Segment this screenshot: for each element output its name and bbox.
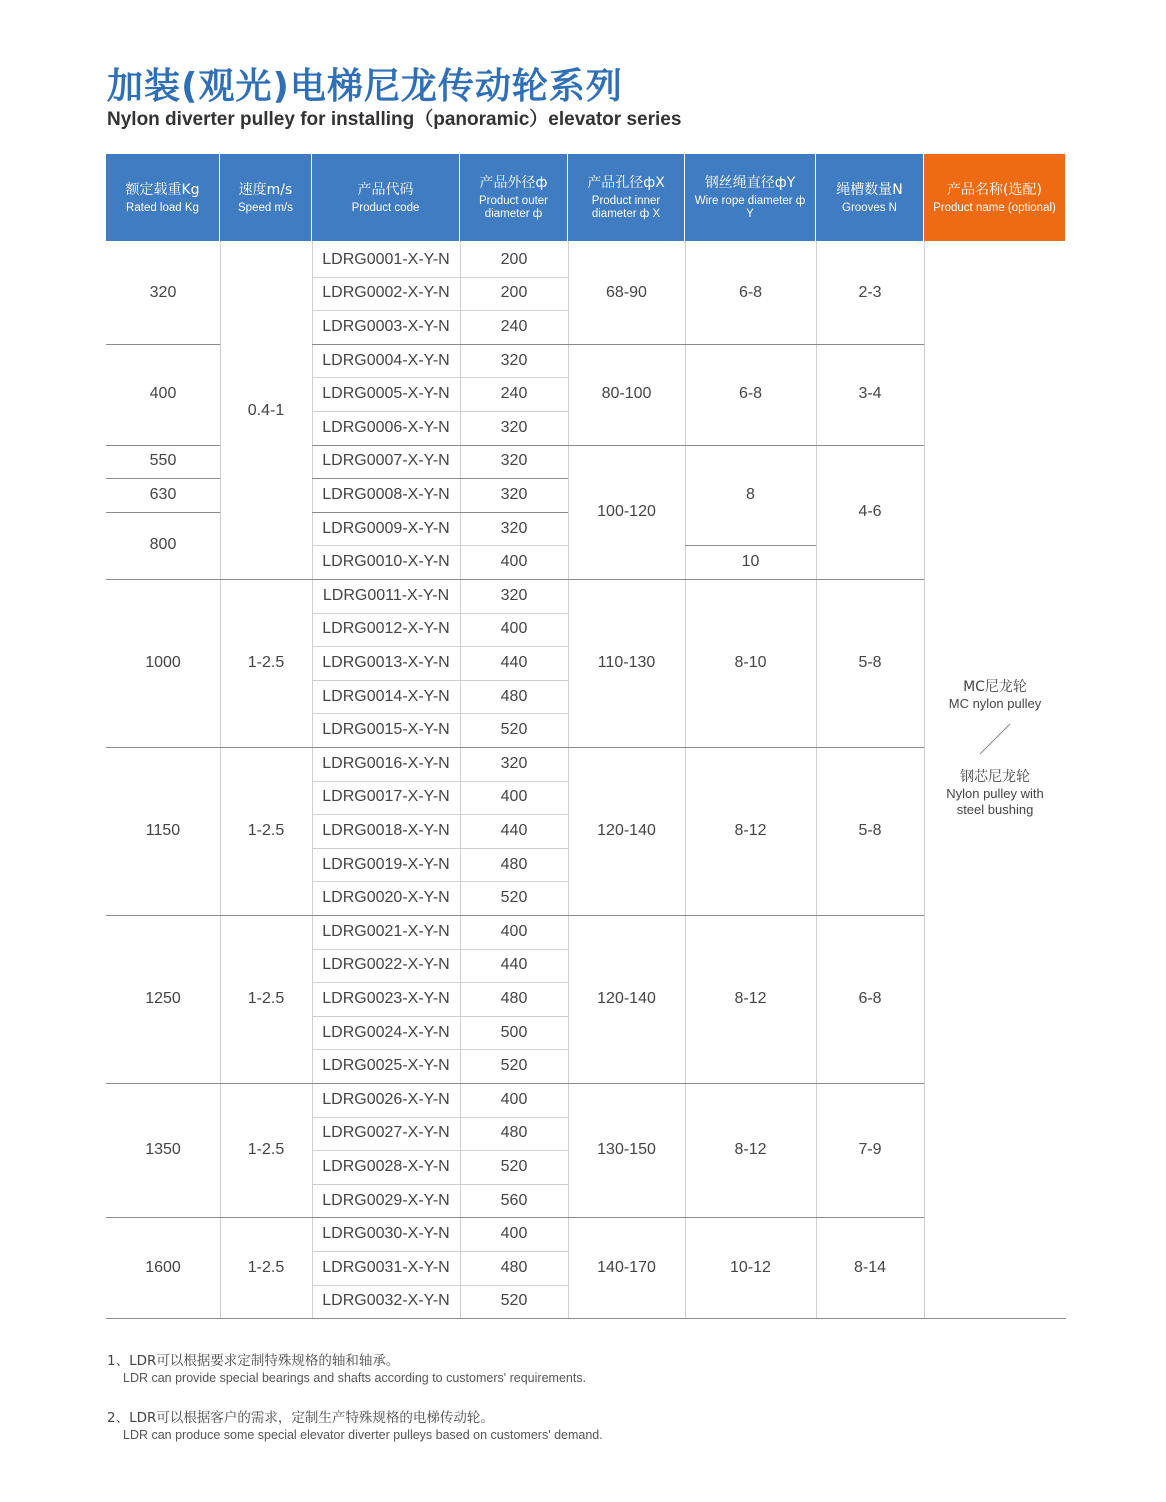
group-divider: [312, 747, 568, 748]
group-divider: [312, 344, 568, 345]
row-divider: [312, 545, 568, 546]
outer-diameter-cell: 320: [500, 418, 528, 436]
rated-load-cell: 630: [149, 485, 177, 503]
row-divider: [312, 411, 568, 412]
wire-rope-cell: 8-12: [734, 1141, 767, 1159]
speed-cell: 0.4-1: [247, 402, 285, 419]
rated-load-cell: 1600: [145, 1258, 181, 1276]
page-subtitle: Nylon diverter pulley for installing（panoramic）elevator series: [107, 109, 682, 130]
row-divider: [312, 781, 568, 782]
group-divider: [220, 747, 312, 748]
product-code-cell: LDRG0021-X-Y-N: [322, 922, 450, 940]
group-divider: [220, 915, 312, 916]
row-divider: [312, 713, 568, 714]
product-code-cell: LDRG0014-X-Y-N: [322, 687, 450, 705]
inner-diameter-cell: 110-130: [597, 654, 656, 671]
outer-diameter-cell: 400: [500, 1090, 528, 1108]
outer-diameter-cell: 520: [500, 889, 528, 907]
product-code-cell: LDRG0016-X-Y-N: [322, 754, 450, 772]
option-2-cn: 钢芯尼龙轮: [960, 769, 1030, 785]
header-label-cn: 钢丝绳直径фY: [704, 175, 796, 191]
header-label-en: Rated load Kg: [126, 201, 199, 214]
product-code-cell: LDRG0024-X-Y-N: [322, 1023, 450, 1041]
group-divider: [685, 1217, 816, 1218]
outer-diameter-cell: 480: [500, 1124, 528, 1142]
row-divider: [312, 949, 568, 950]
group-divider: [816, 579, 924, 580]
header-label-en: Product outer diameter ф: [478, 195, 549, 220]
slash-divider-icon: [978, 722, 1012, 756]
group-divider: [220, 1083, 312, 1084]
group-divider: [568, 445, 685, 446]
speed-cell: 1-2.5: [247, 990, 285, 1007]
outer-diameter-cell: 320: [500, 519, 528, 537]
group-divider: [568, 579, 685, 580]
product-code-cell: LDRG0020-X-Y-N: [322, 889, 450, 907]
group-divider: [106, 445, 220, 446]
row-divider: [312, 881, 568, 882]
group-divider: [816, 747, 924, 748]
outer-diameter-cell: 320: [500, 754, 528, 772]
header-col-3: [312, 154, 460, 241]
product-code-cell: LDRG0019-X-Y-N: [322, 855, 450, 873]
wire-rope-cell: 8-12: [734, 822, 767, 839]
product-code-cell: LDRG0023-X-Y-N: [322, 989, 450, 1007]
group-divider: [816, 1217, 924, 1218]
wire-rope-cell: 8-10: [734, 654, 767, 671]
rated-load-cell: 320: [149, 284, 177, 302]
note-2-cn: 2、LDR可以根据客户的需求，定制生产特殊规格的电梯传动轮。: [107, 1410, 494, 1426]
group-divider: [568, 344, 685, 345]
group-divider: [568, 1083, 685, 1084]
outer-diameter-cell: 520: [500, 721, 528, 739]
group-divider: [568, 747, 685, 748]
outer-diameter-cell: 400: [500, 788, 528, 806]
outer-diameter-cell: 440: [500, 653, 528, 671]
group-divider: [312, 1083, 568, 1084]
header-col-4: [460, 154, 568, 241]
outer-diameter-cell: 240: [500, 317, 528, 335]
rated-load-cell: 1150: [145, 822, 181, 839]
product-code-cell: LDRG0002-X-Y-N: [322, 284, 450, 302]
rated-load-cell: 400: [149, 385, 177, 403]
speed-cell: 1-2.5: [247, 822, 285, 839]
group-divider: [312, 579, 568, 580]
wire-rope-cell: 6-8: [738, 385, 763, 403]
rated-load-cell: 550: [149, 452, 177, 470]
wire-rope-cell: 10: [741, 553, 760, 571]
grooves-cell: 6-8: [858, 990, 882, 1007]
page-title: 加装(观光)电梯尼龙传动轮系列: [107, 66, 623, 107]
outer-diameter-cell: 500: [500, 1023, 528, 1041]
note-1: [107, 1349, 586, 1385]
inner-diameter-cell: 68-90: [606, 284, 647, 302]
group-divider: [685, 747, 816, 748]
row-divider: [312, 1117, 568, 1118]
header-label-cn: 绳槽数量N: [836, 181, 903, 198]
product-code-cell: LDRG0032-X-Y-N: [322, 1292, 450, 1310]
product-code-cell: LDRG0018-X-Y-N: [322, 821, 450, 839]
group-divider: [685, 915, 816, 916]
grooves-cell: 8-14: [853, 1258, 887, 1276]
product-code-cell: LDRG0015-X-Y-N: [322, 721, 450, 739]
group-divider: [312, 915, 568, 916]
product-code-cell: LDRG0013-X-Y-N: [322, 653, 450, 671]
header-label-cn: 产品代码: [357, 181, 414, 198]
inner-diameter-cell: 100-120: [597, 502, 656, 520]
rated-load-cell: 1250: [145, 990, 181, 1007]
product-code-cell: LDRG0004-X-Y-N: [322, 351, 450, 369]
header-label-en: Speed m/s: [238, 201, 293, 214]
speed-cell: 1-2.5: [247, 1258, 285, 1276]
header-col-2: [220, 154, 312, 241]
product-code-cell: LDRG0006-X-Y-N: [322, 418, 450, 436]
outer-diameter-cell: 480: [500, 1258, 528, 1276]
group-divider: [312, 512, 568, 513]
header-label-cn: 额定载重Kg: [125, 181, 200, 198]
outer-diameter-cell: 520: [500, 1157, 528, 1175]
grooves-cell: 5-8: [858, 822, 882, 839]
row-divider: [312, 848, 568, 849]
product-code-cell: LDRG0027-X-Y-N: [322, 1124, 450, 1142]
group-divider: [220, 1217, 312, 1218]
row-divider: [312, 1184, 568, 1185]
outer-diameter-cell: 520: [500, 1057, 528, 1075]
product-code-cell: LDRG0009-X-Y-N: [322, 519, 450, 537]
rated-load-cell: 1350: [145, 1141, 181, 1159]
group-divider: [568, 1217, 685, 1218]
header-label-en: Grooves N: [842, 201, 897, 214]
speed-cell: 1-2.5: [247, 654, 285, 671]
product-code-cell: LDRG0028-X-Y-N: [322, 1157, 450, 1175]
grooves-cell: 4-6: [858, 502, 882, 520]
outer-diameter-cell: 400: [500, 922, 528, 940]
option-1-cn: MC尼龙轮: [963, 679, 1027, 695]
row-divider: [312, 646, 568, 647]
row-divider: [312, 377, 568, 378]
group-divider: [568, 915, 685, 916]
row-divider: [312, 1049, 568, 1050]
row-divider: [312, 613, 568, 614]
header-col-5: [568, 154, 685, 241]
row-divider: [312, 1251, 568, 1252]
header-label-cn: 产品外径ф: [479, 175, 548, 191]
product-code-cell: LDRG0031-X-Y-N: [322, 1258, 450, 1276]
outer-diameter-cell: 240: [500, 385, 528, 403]
group-divider: [106, 747, 220, 748]
note-2-en: LDR can produce some special elevator diverter pulleys based on customers' demand.: [123, 1428, 603, 1442]
option-2-en: Nylon pulley with steel bushing: [946, 786, 1044, 817]
row-divider: [312, 1285, 568, 1286]
outer-diameter-cell: 400: [500, 620, 528, 638]
product-code-cell: LDRG0030-X-Y-N: [322, 1225, 450, 1243]
product-code-cell: LDRG0010-X-Y-N: [322, 553, 450, 571]
wire-rope-cell: 8: [746, 485, 755, 503]
group-divider: [106, 915, 220, 916]
group-divider: [106, 478, 220, 479]
outer-diameter-cell: 560: [500, 1191, 528, 1209]
inner-diameter-cell: 120-140: [597, 822, 656, 839]
group-divider: [106, 512, 220, 513]
header-col-7: [816, 154, 924, 241]
header-label-en: Product inner diameter ф X: [591, 195, 661, 220]
inner-diameter-cell: 120-140: [597, 990, 656, 1007]
group-divider: [106, 1217, 220, 1218]
group-divider: [220, 579, 312, 580]
group-divider: [685, 344, 816, 345]
header-col-6: [685, 154, 816, 241]
group-divider: [816, 344, 924, 345]
product-code-cell: LDRG0007-X-Y-N: [322, 452, 450, 470]
header-label-en: Product name (optional): [933, 201, 1056, 214]
group-divider: [685, 545, 816, 546]
outer-diameter-cell: 400: [500, 553, 528, 571]
product-code-cell: LDRG0025-X-Y-N: [322, 1057, 450, 1075]
group-divider: [106, 579, 220, 580]
product-code-cell: LDRG0017-X-Y-N: [322, 788, 450, 806]
product-name-option-2: [924, 766, 1066, 818]
product-code-cell: LDRG0012-X-Y-N: [322, 620, 450, 638]
note-1-en: LDR can provide special bearings and shafts according to customers' requirements.: [123, 1371, 587, 1385]
outer-diameter-cell: 520: [500, 1292, 528, 1310]
outer-diameter-cell: 480: [500, 687, 528, 705]
product-code-cell: LDRG0001-X-Y-N: [322, 250, 450, 268]
speed-cell: 1-2.5: [247, 1141, 285, 1159]
note-1-cn: 1、LDR可以根据要求定制特殊规格的轴和轴承。: [107, 1353, 400, 1369]
header-label-en: Product code: [351, 201, 420, 214]
grooves-cell: 3-4: [858, 385, 882, 403]
inner-diameter-cell: 130-150: [597, 1141, 656, 1159]
group-divider: [685, 579, 816, 580]
row-divider: [312, 1150, 568, 1151]
outer-diameter-cell: 200: [500, 284, 528, 302]
group-divider: [816, 1083, 924, 1084]
header-label-cn: 产品孔径фX: [587, 175, 665, 191]
group-divider: [312, 1217, 568, 1218]
group-divider: [106, 344, 220, 345]
outer-diameter-cell: 440: [500, 821, 528, 839]
inner-diameter-cell: 140-170: [597, 1258, 656, 1276]
outer-diameter-cell: 400: [500, 1225, 528, 1243]
outer-diameter-cell: 200: [500, 250, 528, 268]
grooves-cell: 2-3: [858, 284, 882, 302]
note-2: [107, 1406, 603, 1442]
header-label-cn: 速度m/s: [238, 181, 293, 198]
header-col-1: [106, 154, 220, 241]
rated-load-cell: 1000: [145, 654, 181, 671]
product-code-cell: LDRG0008-X-Y-N: [322, 485, 450, 503]
group-divider: [312, 445, 568, 446]
product-code-cell: LDRG0005-X-Y-N: [322, 385, 450, 403]
header-label-cn: 产品名称(选配): [947, 181, 1042, 198]
row-divider: [312, 310, 568, 311]
product-code-cell: LDRG0026-X-Y-N: [322, 1090, 450, 1108]
header-col-8: [924, 154, 1066, 241]
group-divider: [816, 915, 924, 916]
grooves-cell: 5-8: [858, 654, 882, 671]
group-divider: [816, 445, 924, 446]
inner-diameter-cell: 80-100: [601, 385, 652, 403]
group-divider: [106, 1083, 220, 1084]
outer-diameter-cell: 320: [500, 485, 528, 503]
group-divider: [685, 1083, 816, 1084]
header-label-en: Wire rope diameter ф Y: [694, 195, 806, 220]
wire-rope-cell: 10-12: [730, 1258, 771, 1276]
table-bottom-border: [106, 1318, 1066, 1319]
product-name-option-1: [924, 676, 1066, 712]
product-code-cell: LDRG0003-X-Y-N: [322, 317, 450, 335]
row-divider: [312, 277, 568, 278]
row-divider: [312, 814, 568, 815]
outer-diameter-cell: 480: [500, 989, 528, 1007]
wire-rope-cell: 6-8: [738, 284, 763, 302]
outer-diameter-cell: 320: [500, 586, 528, 604]
rated-load-cell: 800: [149, 536, 177, 554]
row-divider: [312, 680, 568, 681]
outer-diameter-cell: 320: [500, 452, 528, 470]
product-code-cell: LDRG0022-X-Y-N: [322, 956, 450, 974]
wire-rope-cell: 8-12: [734, 990, 767, 1007]
outer-diameter-cell: 320: [500, 351, 528, 369]
group-divider: [312, 478, 568, 479]
row-divider: [312, 982, 568, 983]
grooves-cell: 7-9: [858, 1141, 882, 1159]
product-code-cell: LDRG0011-X-Y-N: [322, 586, 450, 604]
outer-diameter-cell: 480: [500, 855, 528, 873]
option-1-en: MC nylon pulley: [948, 696, 1042, 711]
product-code-cell: LDRG0029-X-Y-N: [322, 1191, 450, 1209]
row-divider: [312, 1016, 568, 1017]
outer-diameter-cell: 440: [500, 956, 528, 974]
group-divider: [685, 445, 816, 446]
